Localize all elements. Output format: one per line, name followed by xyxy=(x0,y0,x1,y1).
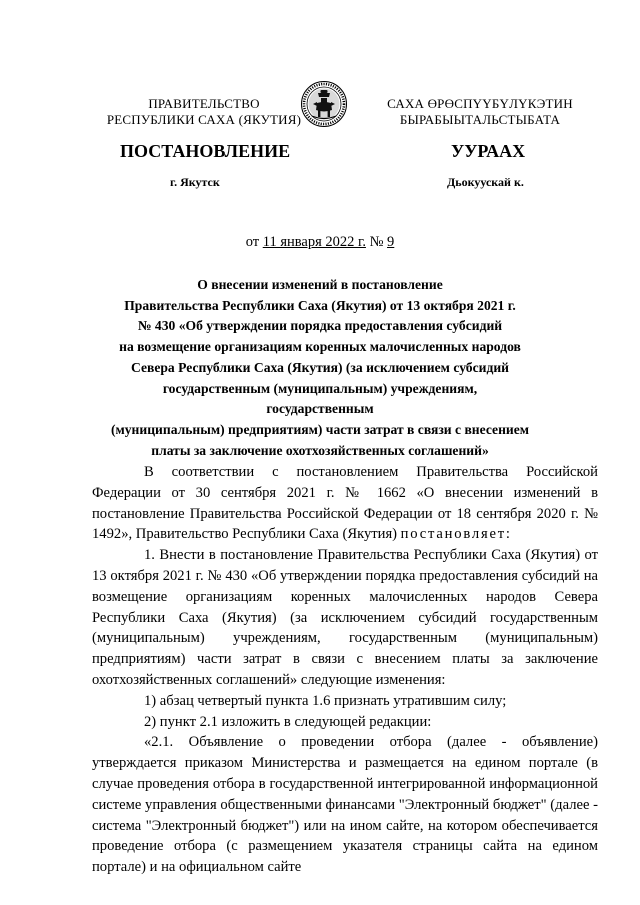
body-paragraph-subitem-2: 2) пункт 2.1 изложить в следующей редакции: xyxy=(144,713,432,730)
header-right-line2: БЫРАБЫЫТАЛЬСТЫБАТА xyxy=(399,112,561,127)
document-body xyxy=(92,462,598,878)
city-sah: Дьокуускай к. xyxy=(447,175,524,189)
body-paragraph-quote-2-1: «2.1. Объявление о проведении отбора (далее - объявление) утверждается приказом Министерства и размещается на едином портале (в случае проведения отбора в государственной интегрированной информационной системе управления общественными финансами "Электронный бюджет" (далее - система "Электронный бюджет") или на ином сайте, на котором обеспечивается проведение отбора (с размещением указателя страницы сайта на едином портале) и на официальном сайте xyxy=(92,734,598,876)
title-line: № 430 «Об утверждении порядка предоставления субсидий xyxy=(137,318,503,334)
body-paragraph-preamble xyxy=(92,462,598,545)
header-left-line2: РЕСПУБЛИКИ САХА (ЯКУТИЯ) xyxy=(106,112,302,127)
doc-type-sah: УУРААХ xyxy=(451,141,526,161)
date-prefix: от xyxy=(245,234,263,250)
title-line: Севера Республики Саха (Якутия) (за исключением субсидий xyxy=(130,359,510,375)
title-line: О внесении изменений в постановление xyxy=(197,277,443,292)
header-left-line1: ПРАВИТЕЛЬСТВО xyxy=(148,96,260,111)
body-paragraph-subitem-1: 1) абзац четвертый пункта 1.6 признать утратившим силу; xyxy=(144,692,507,709)
city-ru: г. Якутск xyxy=(170,175,220,189)
document-number: 9 xyxy=(387,234,395,250)
preamble-text: В соответствии с постановлением Правительства Российской Федерации от 30 сентября 2021 г. № 1662 «О внесении изменений в постановление Правительства Российской Федерации от 18 сентября 2020 г. № 1492», Правительство Республики Саха (Якутия) xyxy=(92,464,598,543)
title-line: государственным (муниципальным) учреждениям, государственным xyxy=(162,380,478,417)
header-right-line1: САХА ӨРӨСПҮҮБҮЛҮКЭТИН xyxy=(387,96,573,111)
body-paragraph-item-1: 1. Внести в постановление Правительства Республики Саха (Якутия) от 13 октября 2021 г. № 430 «Об утверждении порядка предоставления субсидий на возмещение организациям коренных малочисленных народов Севера Республики Саха (Якутия) (за исключением субсидий государственным (муниципальным) учреждениям, государственным (муниципальным) предприятиям) части затрат в связи с внесением платы за заключение охотхозяйственных соглашений» следующие изменения: xyxy=(92,547,598,688)
header-left xyxy=(84,96,324,128)
title-line: на возмещение организациям коренных малочисленных народов xyxy=(119,339,521,355)
document-title xyxy=(110,275,530,461)
number-label: № xyxy=(365,234,388,250)
date-line xyxy=(0,233,640,251)
resolution-word: постановляет: xyxy=(400,526,512,543)
doc-type-ru: ПОСТАНОВЛЕНИЕ xyxy=(120,141,291,161)
document-date: 11 января 2022 г. xyxy=(262,234,366,250)
title-line: Правительства Республики Саха (Якутия) от 13 октября 2021 г. xyxy=(124,297,516,313)
title-line: (муниципальным) предприятиям) части затрат в связи с внесением xyxy=(110,421,530,437)
title-line: платы за заключение охотхозяйственных соглашений» xyxy=(151,442,489,458)
header-right xyxy=(360,96,600,128)
coat-of-arms-icon xyxy=(300,80,348,128)
